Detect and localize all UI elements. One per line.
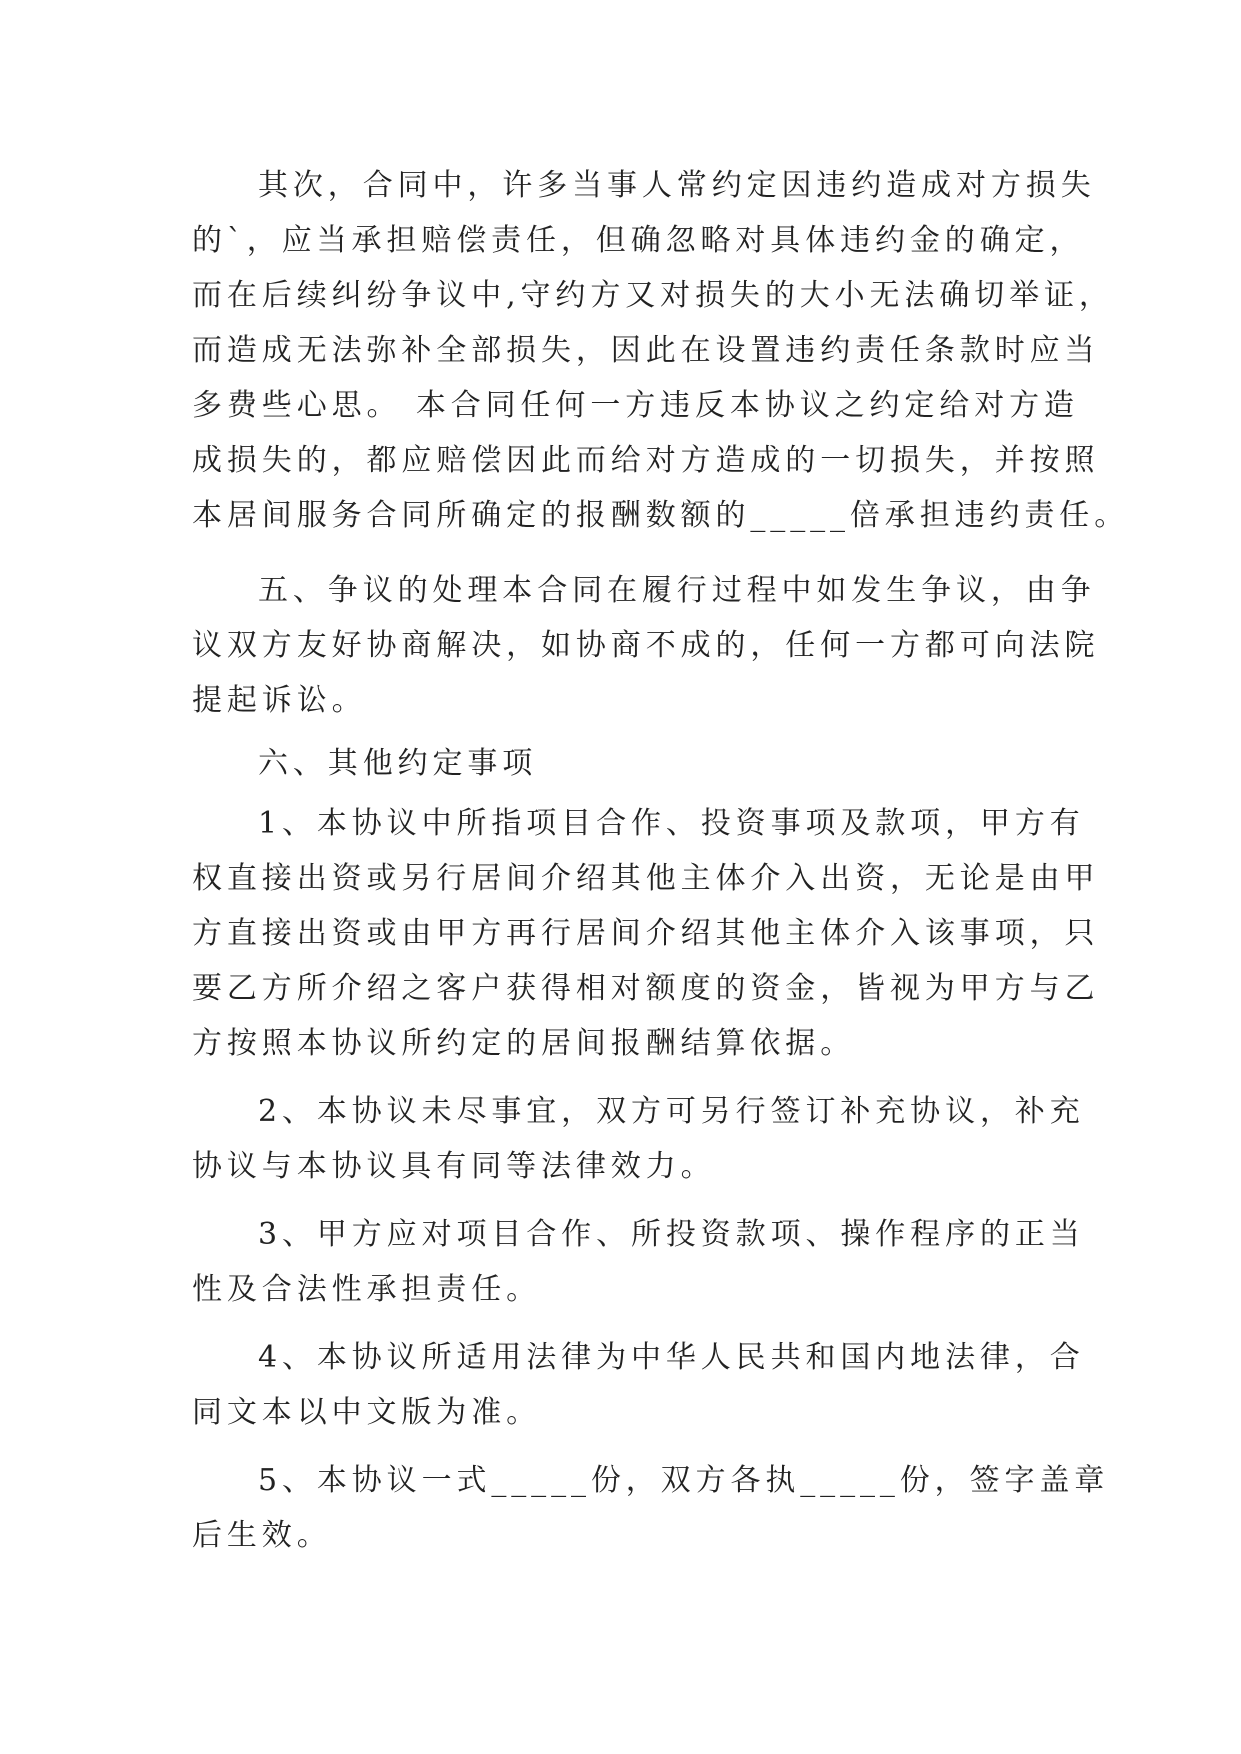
text-line: 协议与本协议具有同等法律效力。	[192, 1149, 716, 1184]
text-line: 提起诉讼。	[192, 683, 367, 718]
text-line: 多费些心思。 本合同任何一方违反本协议之约定给对方造	[192, 388, 1079, 423]
text-line: 而造成无法弥补全部损失，因此在设置违约责任条款时应当	[192, 333, 1100, 368]
text-line: 权直接出资或另行居间介绍其他主体介入出资，无论是由甲	[192, 861, 1100, 896]
text-line: 议双方友好协商解决，如协商不成的，任何一方都可向法院	[192, 628, 1100, 663]
text-line: 本居间服务合同所确定的报酬数额的_____倍承担违约责任。	[192, 498, 1130, 533]
text-line: 5、本协议一式_____份，双方各执_____份，签字盖章	[258, 1463, 1110, 1498]
text-line: 性及合法性承担责任。	[192, 1272, 541, 1307]
text-line: 2、本协议未尽事宜，双方可另行签订补充协议，补充	[258, 1094, 1085, 1129]
text-line: 3、甲方应对项目合作、所投资款项、操作程序的正当	[258, 1217, 1085, 1252]
text-line: 的`，应当承担赔偿责任，但确忽略对具体违约金的确定，	[192, 223, 1085, 258]
text-line: 同文本以中文版为准。	[192, 1395, 541, 1430]
text-line: 五、争议的处理本合同在履行过程中如发生争议，由争	[258, 573, 1096, 608]
text-line: 后生效。	[192, 1518, 332, 1553]
text-line: 而在后续纠纷争议中,守约方又对损失的大小无法确切举证，	[192, 278, 1114, 313]
text-line: 1、本协议中所指项目合作、投资事项及款项，甲方有	[258, 806, 1085, 841]
text-line: 方按照本协议所约定的居间报酬结算依据。	[192, 1026, 856, 1061]
text-line: 要乙方所介绍之客户获得相对额度的资金，皆视为甲方与乙	[192, 971, 1100, 1006]
text-line: 成损失的，都应赔偿因此而给对方造成的一切损失，并按照	[192, 443, 1100, 478]
text-line: 其次，合同中，许多当事人常约定因违约造成对方损失	[258, 168, 1096, 203]
text-line: 方直接出资或由甲方再行居间介绍其他主体介入该事项，只	[192, 916, 1100, 951]
text-line: 4、本协议所适用法律为中华人民共和国内地法律，合	[258, 1340, 1085, 1375]
section-heading: 六、其他约定事项	[258, 746, 538, 781]
